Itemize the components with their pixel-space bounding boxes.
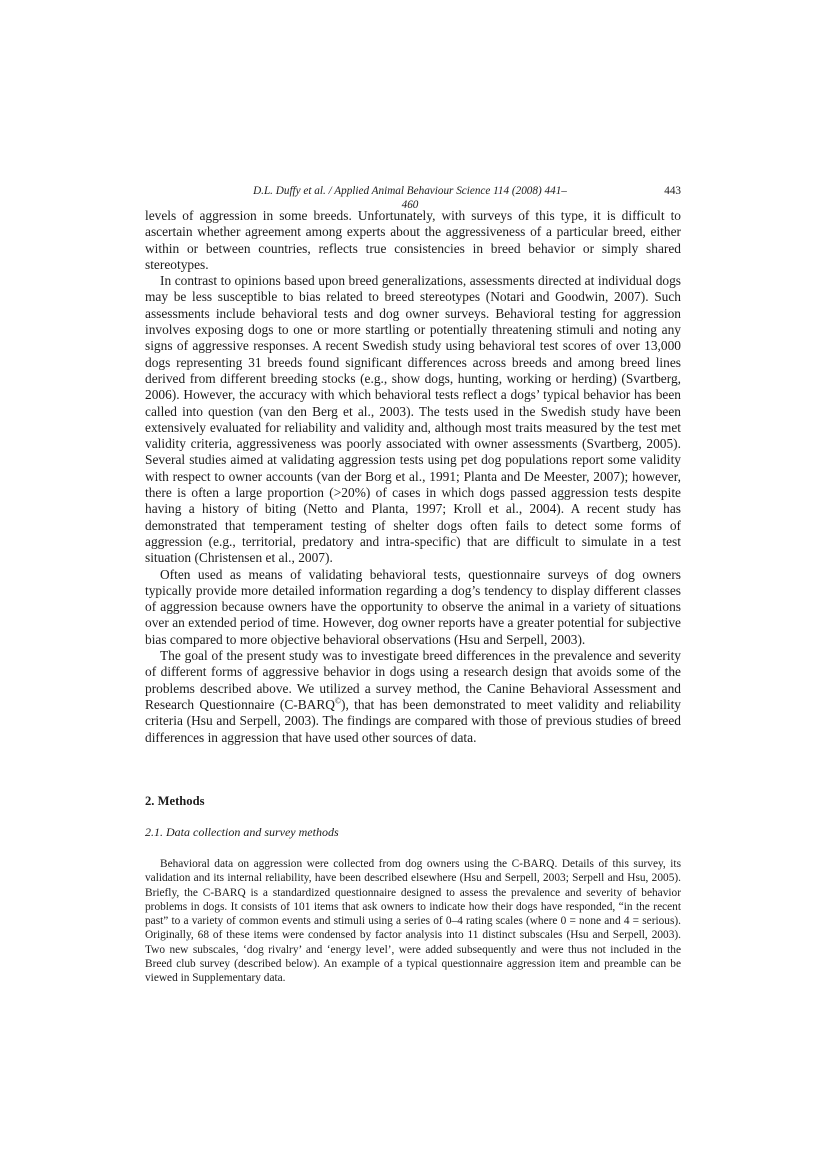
section-heading: 2. Methods (145, 794, 205, 808)
body-text (145, 208, 681, 746)
goal-text-end: ), that has been demonstrated to meet validity and reliability criteria (Hsu and Serpell, 2003). The findings are compared with those of previous studies of breed differences in aggression that have used other sources of data. (145, 696, 681, 745)
goal-text-start: The goal of the present study was to investigate breed differences in the prevalence and severity of different forms of aggressive behavior in dogs using a research design that avoids some of the problems described above. We utilized a survey method, the Canine Behavioral Assessment and Research Questionnaire (C-BARQ (145, 648, 681, 712)
paragraph-data-collection: Behavioral data on aggression were collected from dog owners using the C-BARQ. Details of this survey, its validation and its internal reliability, have been described elsewhere (Hsu and Serpell, 2003; Serpell and Hsu, 2005). Briefly, the C-BARQ is a standardized questionnaire designed to assess the prevalence and severity of behavior problems in dogs. It consists of 101 items that ask owners to indicate how their dogs have responded, “in the recent past” to a variety of common events and stimuli using a series of 0–4 rating scales (where 0 = none and 4 = serious). Originally, 68 of these items were condensed by factor analysis into 11 distinct subscales (Hsu and Serpell, 2003). Two new subscales, ‘dog rivalry’ and ‘energy level’, were added subsequently and were thus not included in the Breed club survey (described below). An example of a typical questionnaire aggression item and preamble can be viewed in Supplementary data. (145, 858, 681, 985)
copyright-superscript: © (334, 696, 342, 706)
page-number: 443 (664, 185, 681, 197)
paragraph-study-goal (145, 648, 681, 746)
paragraph-questionnaire-surveys: Often used as means of validating behavioral tests, questionnaire surveys of dog owners typically provide more detailed information regarding a dog’s tendency to display different classes of aggression because owners have the opportunity to observe the animal in a variety of situations over an extended period of time. However, dog owner reports have a greater potential for subjective bias compared to more objective behavioral observations (Hsu and Serpell, 2003). (145, 566, 681, 647)
running-title: D.L. Duffy et al. / Applied Animal Behaviour Science 114 (2008) 441–460 (253, 185, 567, 211)
paragraph-continued: levels of aggression in some breeds. Unfortunately, with surveys of this type, it is difficult to ascertain whether agreement among experts about the aggressiveness of a particular breed, either within or between countries, reflects true consistencies in breed behavior or simply shared stereotypes. (145, 208, 681, 272)
methods-text (145, 857, 681, 986)
paragraph-individual-assessments: In contrast to opinions based upon breed generalizations, assessments directed at individual dogs may be less susceptible to bias related to breed stereotypes (Notari and Goodwin, 2007). Such assessments include behavioral tests and dog owner surveys. Behavioral testing for aggression involves exposing dogs to one or more startling or potentially threatening stimuli and noting any signs of aggressive responses. A recent Swedish study using behavioral test scores of over 13,000 dogs representing 31 breeds found significant differences across breeds and among breed lines derived from different breeding stocks (e.g., show dogs, hunting, working or herding) (Svartberg, 2006). However, the accuracy with which behavioral tests reflect a dogs’ typical behavior has been called into question (van den Berg et al., 2003). The tests used in the Swedish study have been extensively evaluated for reliability and validity and, although most traits measured by the test met validity criteria, aggressiveness was poorly associated with owner assessments (Svartberg, 2005). Several studies aimed at validating aggression tests using pet dog populations report some validity with respect to owner accounts (van der Borg et al., 1991; Planta and De Meester, 2007); however, there is often a large proportion (>20%) of cases in which dogs passed aggression tests despite having a history of biting (Netto and Planta, 1997; Kroll et al., 2004). A recent study has demonstrated that temperament testing of shelter dogs often fails to detect some forms of aggression (e.g., territorial, predatory and intra-specific) that are difficult to simulate in a test situation (Christensen et al., 2007). (145, 273, 681, 566)
subsection-heading: 2.1. Data collection and survey methods (145, 825, 339, 839)
